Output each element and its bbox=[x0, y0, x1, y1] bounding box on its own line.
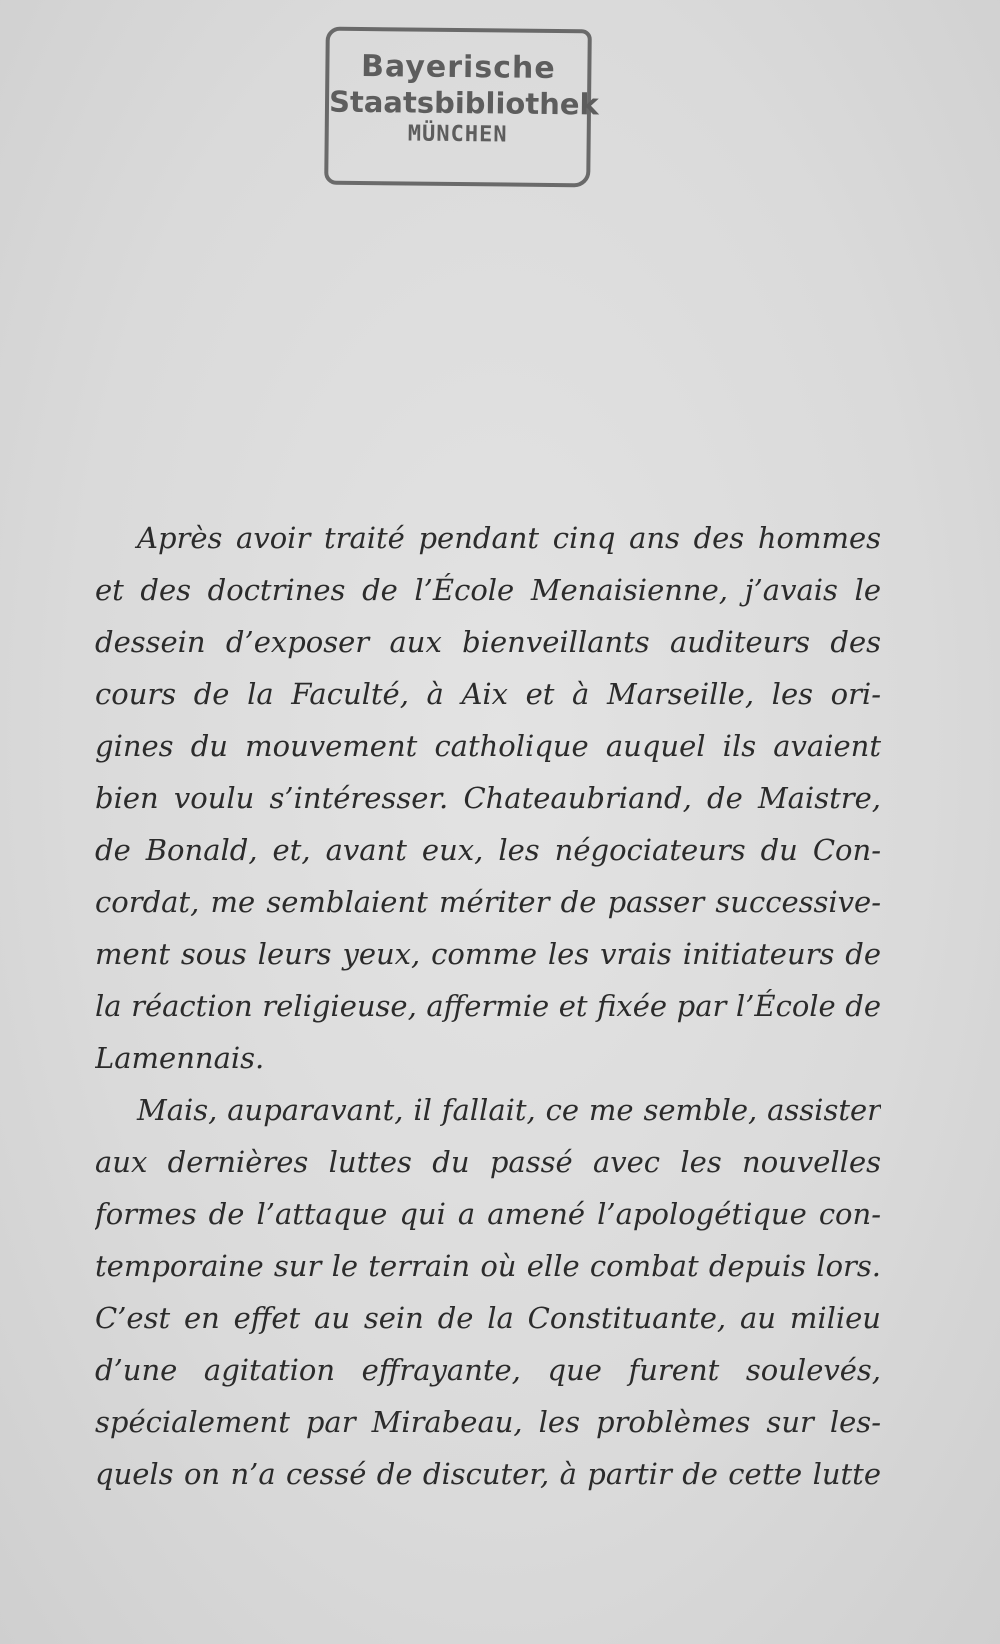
text-line: ment sous leurs yeux, comme les vrais initiateurs de bbox=[95, 937, 881, 971]
text-line: spécialement par Mirabeau, les problèmes sur les- bbox=[95, 1405, 881, 1439]
text-line: Lamennais. bbox=[95, 1041, 265, 1075]
text-line: aux dernières luttes du passé avec les nouvelles bbox=[95, 1145, 881, 1179]
text-line: et des doctrines de l’École Menaisienne, j’avais le bbox=[95, 573, 881, 607]
text-line: gines du mouvement catholique auquel ils avaient bbox=[95, 729, 881, 763]
text-line: de Bonald, et, avant eux, les négociateurs du Con- bbox=[95, 833, 881, 867]
stamp-line-2: Staatsbibliothek bbox=[328, 84, 599, 122]
text-line: dessein d’exposer aux bienveillants auditeurs des bbox=[95, 625, 881, 659]
text-line: Après avoir traité pendant cinq ans des hommes bbox=[137, 521, 881, 555]
stamp-line-3: MÜNCHEN bbox=[407, 121, 508, 148]
body-text bbox=[95, 512, 881, 1500]
text-line: cordat, me semblaient mériter de passer successive- bbox=[95, 885, 881, 919]
text-line: Mais, auparavant, il fallait, ce me semble, assister bbox=[137, 1093, 881, 1127]
text-line: bien voulu s’intéresser. Chateaubriand, de Maistre, bbox=[95, 781, 881, 815]
text-line: C’est en effet au sein de la Constituante, au milieu bbox=[95, 1301, 881, 1335]
stamp-line-1: Bayerische bbox=[360, 48, 556, 87]
text-line: temporaine sur le terrain où elle combat depuis lors. bbox=[95, 1249, 881, 1283]
text-line: la réaction religieuse, affermie et fixée par l’École de bbox=[95, 989, 881, 1023]
text-line: formes de l’attaque qui a amené l’apologétique con- bbox=[95, 1197, 881, 1231]
library-stamp bbox=[324, 27, 599, 188]
text-line: quels on n’a cessé de discuter, à partir de cette lutte bbox=[95, 1457, 881, 1491]
text-line: d’une agitation effrayante, que furent soulevés, bbox=[95, 1353, 881, 1387]
text-line: cours de la Faculté, à Aix et à Marseille, les ori- bbox=[95, 677, 881, 711]
